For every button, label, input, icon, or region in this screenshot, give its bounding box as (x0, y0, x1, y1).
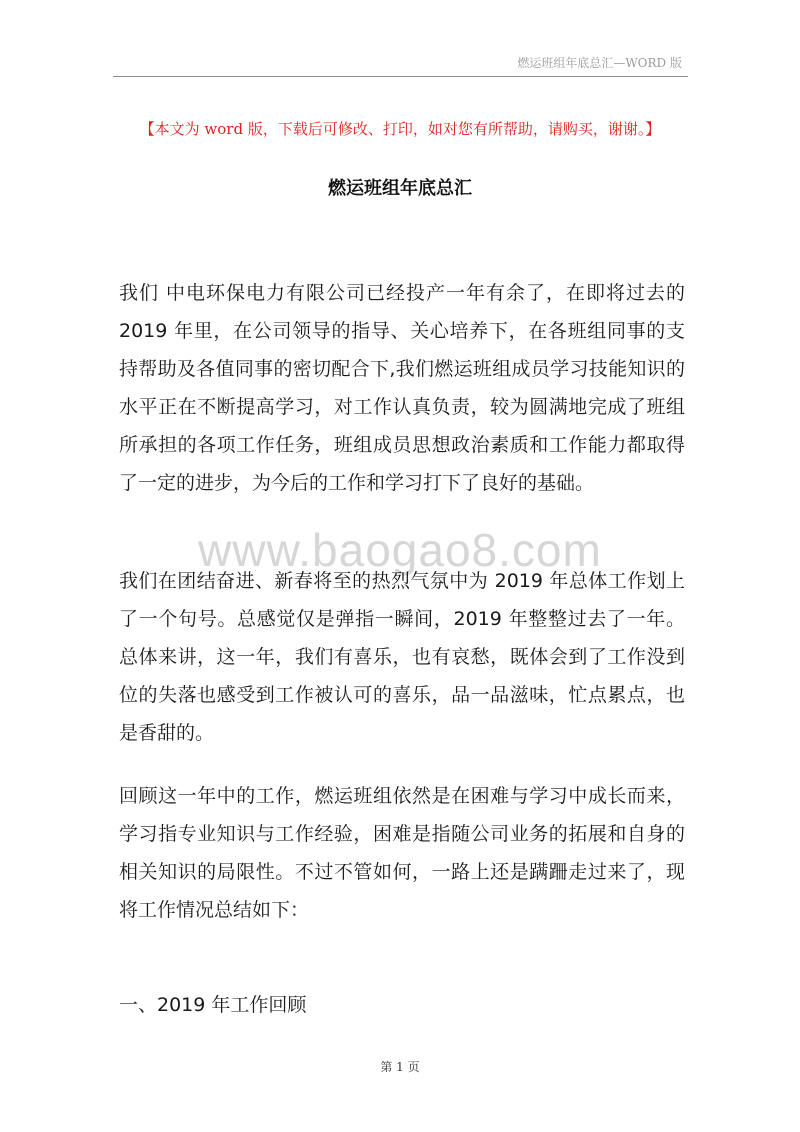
page-number: 第 1 页 (380, 1060, 420, 1074)
body-paragraph-1: 我们 中电环保电力有限公司已经投产一年有余了，在即将过去的 2019 年里，在公司领导的指导、关心培养下，在各班组同事的支持帮助及各值同事的密切配合下,我们燃运班组成员学习技能知识的水平正在不断提高学习，对工作认真负责，较为圆满地完成了班组所承担的各项工作任务，班组成员思想政治素质和工作能力都取得了一定的进步，为今后的工作和学习打下了良好的基础。 (119, 282, 685, 494)
running-header: 燃运班组年底总汇—WORD 版 (517, 56, 682, 70)
body-paragraph-3: 回顾这一年中的工作，燃运班组依然是在困难与学习中成长而来，学习指专业知识与工作经验，困难是指随公司业务的拓展和自身的相关知识的局限性。不过不管如何，一路上还是蹒跚走过来了，现将工作情况总结如下： (119, 785, 685, 921)
document-title: 燃运班组年底总汇 (328, 178, 472, 199)
section-heading: 一、2019 年工作回顾 (119, 994, 307, 1016)
body-paragraph-2: 我们在团结奋进、新春将至的热烈气氛中为 2019 年总体工作划上了一个句号。总感觉仅是弹指一瞬间，2019 年整整过去了一年。总体来讲，这一年，我们有喜乐，也有哀愁，既体会到了工作没到位的失落也感受到工作被认可的喜乐，品一品滋味，忙点累点，也是香甜的。 (119, 570, 685, 744)
site-watermark: www.baogao8.com (198, 524, 602, 576)
header-divider (113, 76, 688, 77)
purchase-notice: 【本文为 word 版，下载后可修改、打印，如对您有所帮助，请购买，谢谢。】 (139, 120, 661, 138)
